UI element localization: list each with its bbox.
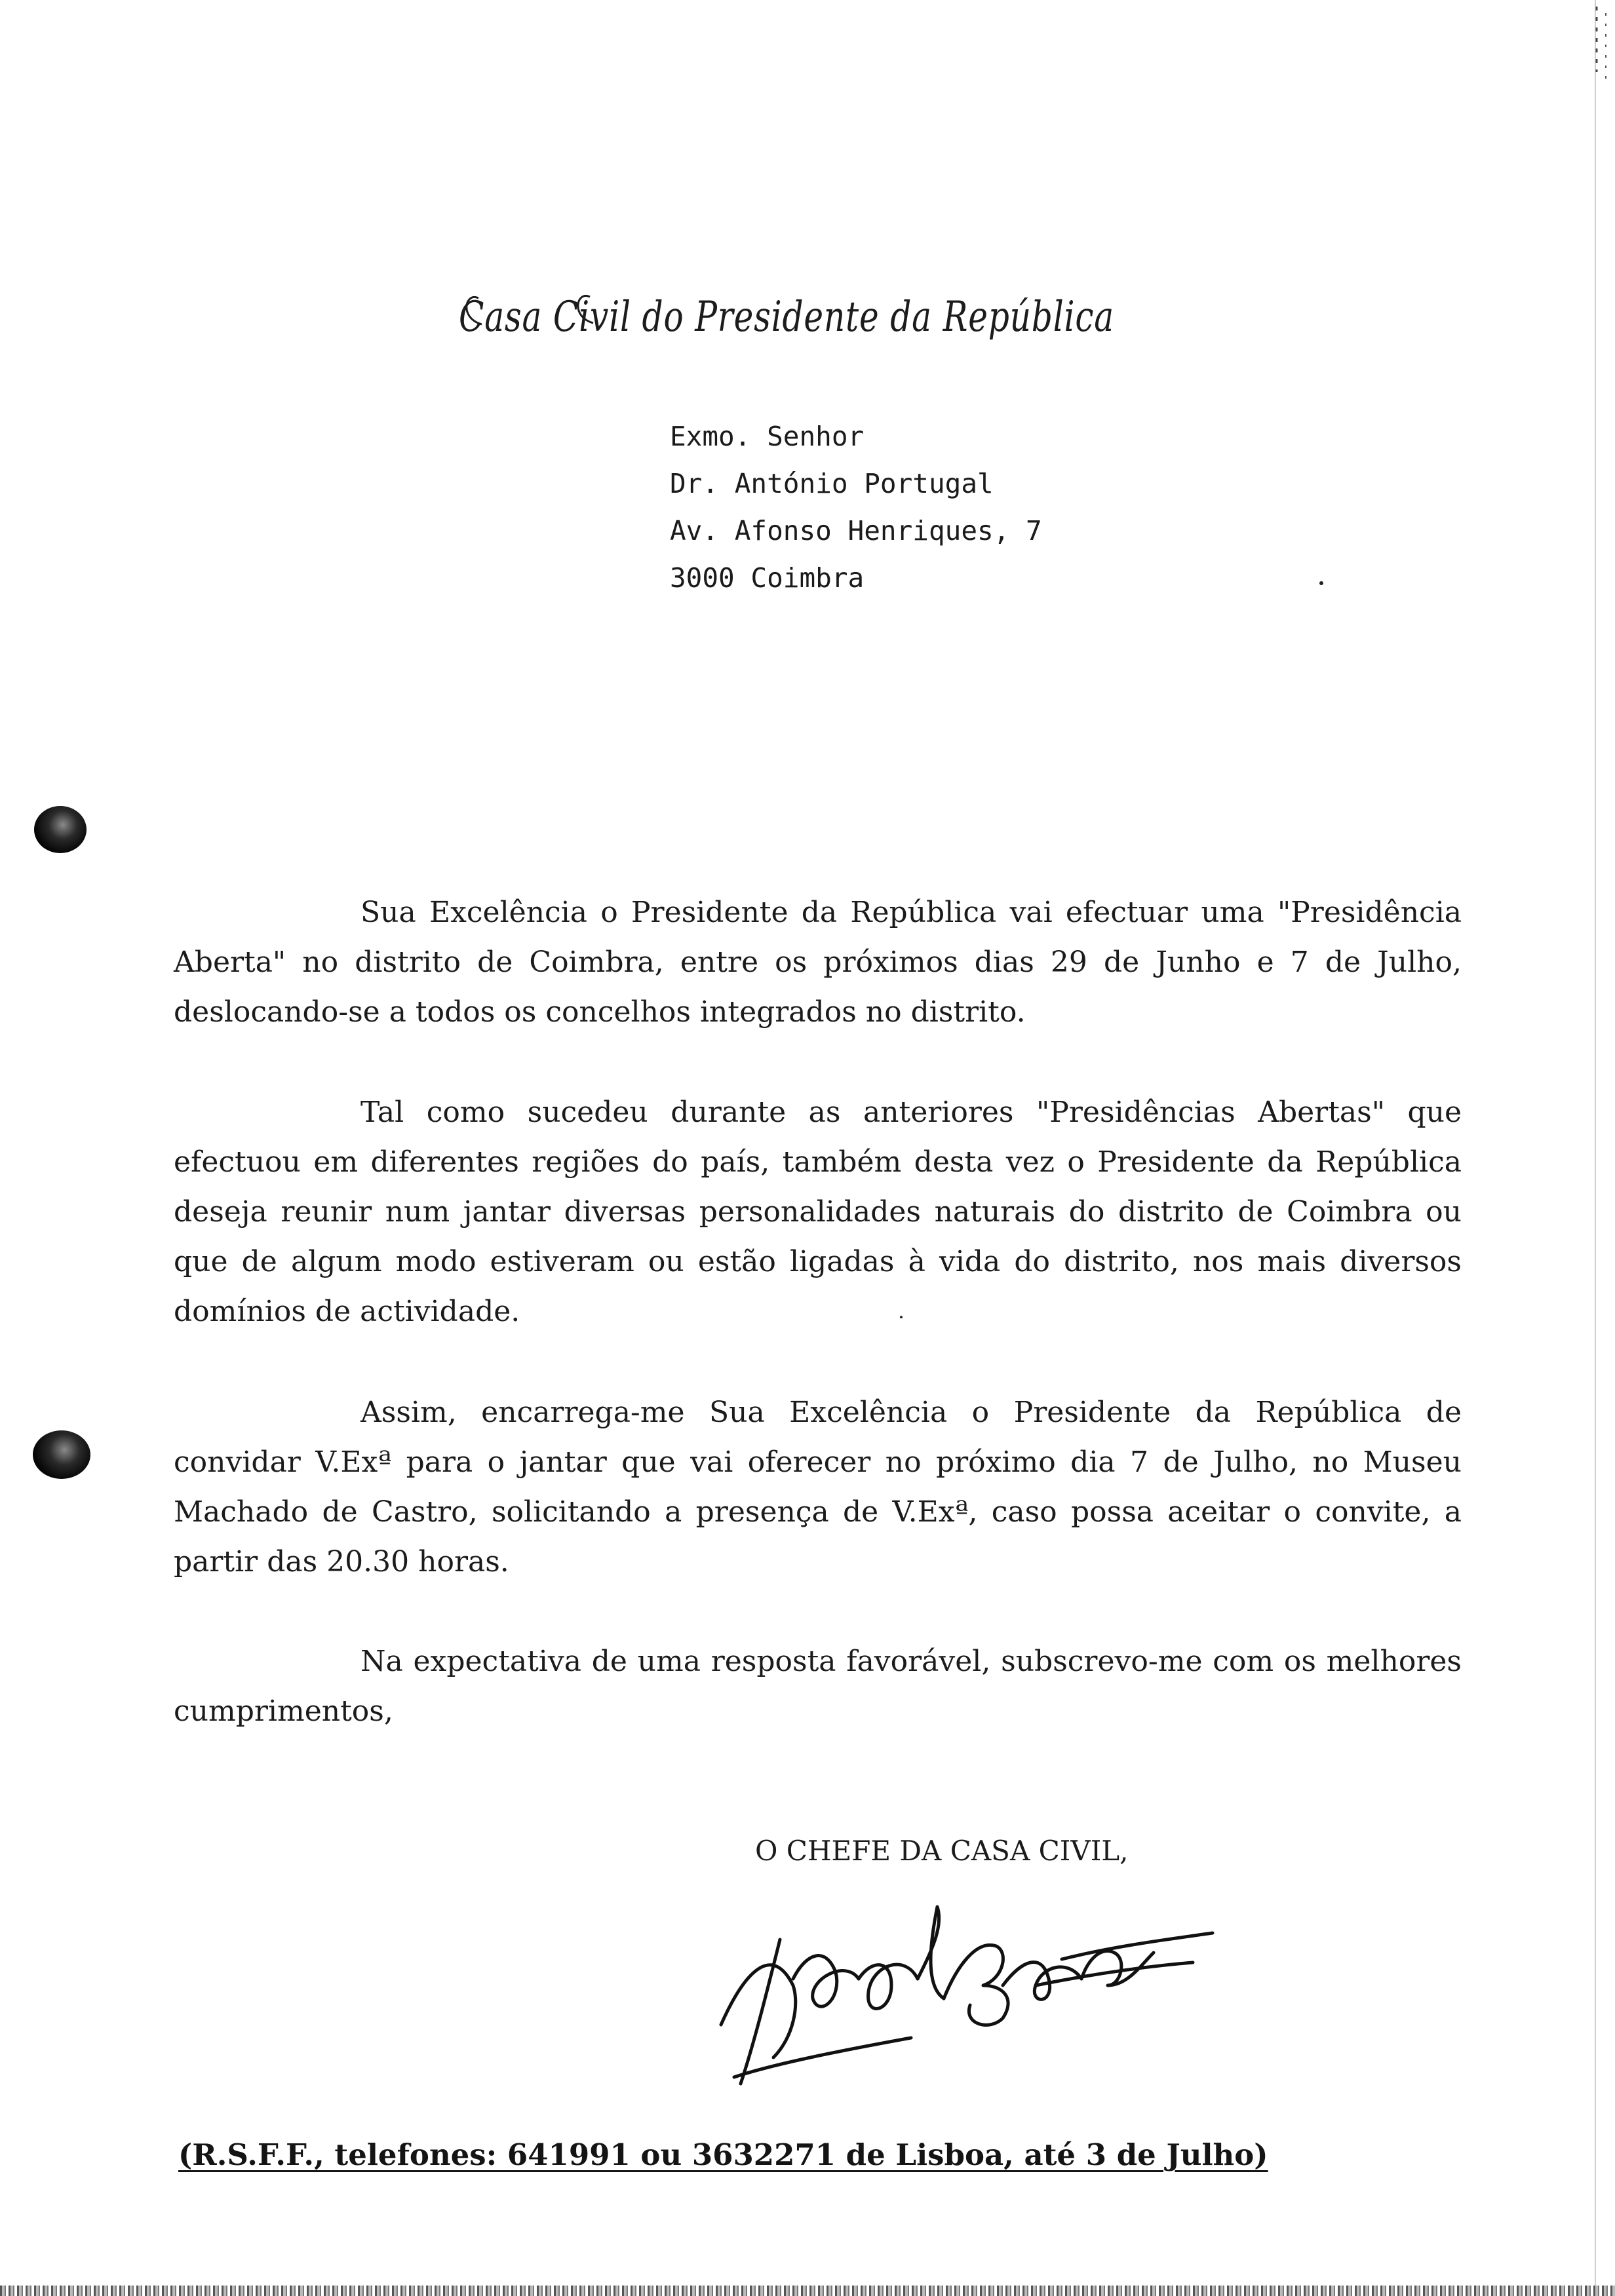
paragraph-2-text: Tal como sucedeu durante as anteriores "Presidências Abertas" que efectuou em diferentes regiões do país, também desta vez o Presidente da República deseja reunir num jantar diversas personalidades naturais do distrito de Coimbra ou que de algum modo estiveram ou estão ligadas à vida do distrito, nos mais diversos domínios de actividade. [174,1096,1462,1328]
scan-edge-right [1589,0,1615,2296]
paragraph-2 [174,1088,1462,1337]
letterhead-text: Casa Civil do Presidente da República [459,293,1114,341]
recipient-address [670,413,1042,602]
paragraph-3-text: Assim, encarrega-me Sua Excelência o Presidente da República de convidar V.Exª para o jantar que vai oferecer no próximo dia 7 de Julho, no Museu Machado de Castro, solicitando a presença de V.Exª, caso possa aceitar o convite, a partir das 20.30 horas. [174,1396,1462,1578]
speck [900,1316,903,1318]
closing-title: O CHEFE DA CASA CIVIL, [755,1835,1129,1867]
footer-note: (R.S.F.F., telefones: 641991 ou 3632271 de Lisboa, até 3 de Julho) [178,2137,1268,2172]
address-line-name: Dr. António Portugal [670,468,994,499]
letterhead [452,278,1173,357]
paragraph-3 [174,1388,1462,1587]
paragraph-1 [174,888,1462,1037]
paragraph-4-text: Na expectativa de uma resposta favorável, subscrevo-me com os melhores cumprimentos, [174,1645,1462,1728]
address-line-street: Av. Afonso Henriques, 7 [670,515,1042,546]
address-line-city: 3000 Coimbra [670,562,865,594]
address-line-salutation: Exmo. Senhor [670,421,865,452]
scan-edge-bottom [0,2286,1615,2296]
paragraph-1-text: Sua Excelência o Presidente da República vai efectuar uma "Presidência Aberta" no distrito de Coimbra, entre os próximos dias 29 de Junho e 7 de Julho, deslocando-se a todos os concelhos integrados no distrito. [174,896,1462,1029]
handwritten-signature [695,1887,1219,2097]
punch-hole-lower [33,1430,90,1479]
letterhead-script [452,278,1173,357]
punch-hole-upper [34,806,87,853]
paragraph-4 [174,1637,1462,1736]
speck [1319,581,1323,585]
